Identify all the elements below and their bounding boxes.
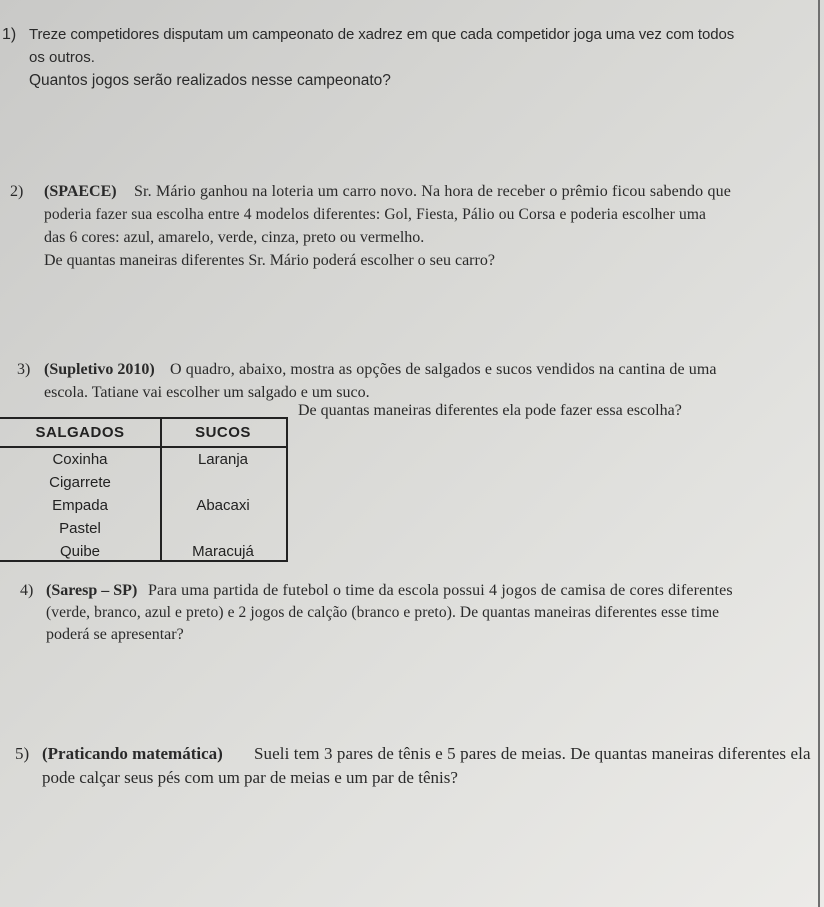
question-2-number: 2)	[10, 183, 24, 200]
suco-item: Maracujá	[192, 543, 254, 560]
page-edge-line	[818, 0, 820, 907]
suco-item: Abacaxi	[196, 497, 250, 514]
question-3-line-2: escola. Tatiane vai escolher um salgado e um suco.	[44, 384, 370, 401]
question-5-line-1: Sueli tem 3 pares de tênis e 5 pares de meias. De quantas maneiras diferentes ela	[254, 744, 811, 763]
question-2-line-2: poderia fazer sua escolha entre 4 modelos diferentes: Gol, Fiesta, Pálio ou Corsa e poderia escolher uma	[44, 206, 707, 223]
sucos-header: SUCOS	[160, 419, 286, 448]
question-4-source: (Saresp – SP)	[46, 582, 138, 599]
salgados-header: SALGADOS	[0, 419, 160, 448]
salgado-item: Empada	[52, 497, 108, 514]
question-4-line-1: Para uma partida de futebol o time da escola possui 4 jogos de camisa de cores diferentes	[148, 582, 733, 599]
salgado-item: Pastel	[59, 520, 101, 537]
question-2-line-4: De quantas maneiras diferentes Sr. Mário poderá escolher o seu carro?	[44, 252, 495, 269]
question-2-line-3: das 6 cores: azul, amarelo, verde, cinza, preto ou vermelho.	[44, 229, 425, 246]
question-3-line-1: O quadro, abaixo, mostra as opções de salgados e sucos vendidos na cantina de uma	[170, 361, 717, 378]
question-1-line-2: os outros.	[29, 49, 95, 66]
question-1-number: 1)	[2, 26, 17, 43]
question-2-line-1: Sr. Mário ganhou na loteria um carro novo. Na hora de receber o prêmio ficou sabendo que	[134, 183, 731, 200]
question-3-number: 3)	[17, 361, 31, 378]
options-table	[0, 417, 288, 562]
question-4-line-3: poderá se apresentar?	[46, 626, 184, 643]
question-5-number: 5)	[15, 744, 30, 763]
question-5-source: (Praticando matemática)	[42, 744, 223, 763]
salgado-item: Coxinha	[52, 451, 108, 468]
question-1-line-3: Quantos jogos serão realizados nesse campeonato?	[29, 72, 391, 89]
question-1-line-1: Treze competidores disputam um campeonato de xadrez em que cada competidor joga uma vez com todos	[29, 26, 735, 43]
salgados-column	[0, 419, 162, 560]
suco-item: Laranja	[197, 451, 249, 468]
salgado-item: Cigarrete	[49, 474, 111, 491]
question-4-line-2: (verde, branco, azul e preto) e 2 jogos de calção (branco e preto). De quantas maneiras diferentes esse time	[46, 604, 720, 621]
sucos-column	[160, 419, 286, 560]
question-3-line-3: De quantas maneiras diferentes ela pode fazer essa escolha?	[298, 402, 682, 419]
question-4-number: 4)	[20, 582, 34, 599]
question-2-source: (SPAECE)	[44, 183, 117, 200]
salgado-item: Quibe	[59, 543, 101, 560]
question-3-source: (Supletivo 2010)	[44, 361, 155, 378]
question-5-line-2: pode calçar seus pés com um par de meias e um par de tênis?	[42, 768, 458, 787]
